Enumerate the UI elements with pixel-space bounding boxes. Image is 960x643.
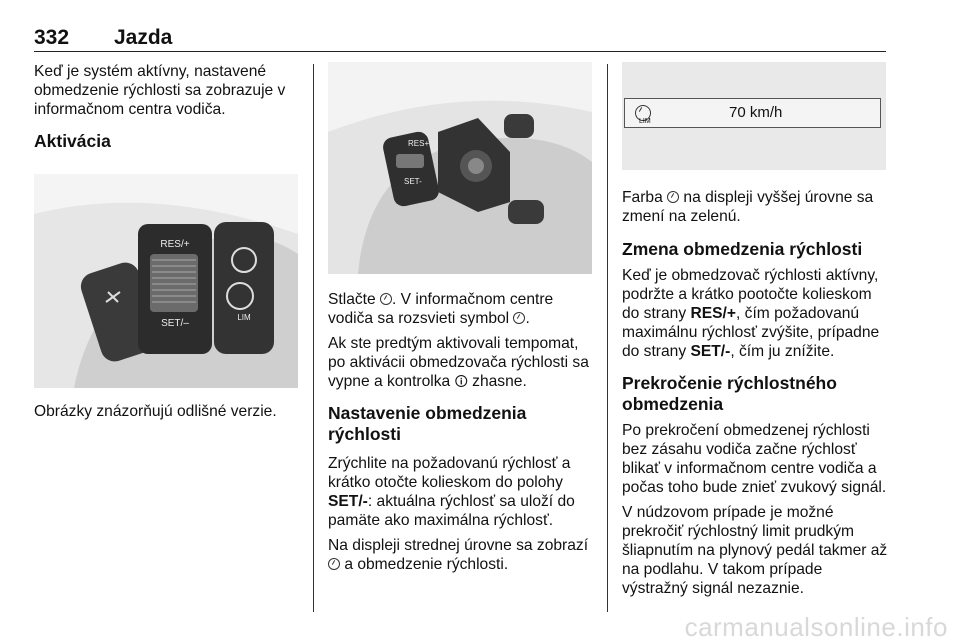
- watermark: carmanualsonline.info: [684, 612, 948, 642]
- header-divider: [34, 51, 886, 52]
- column-1: [34, 62, 300, 421]
- figure-caption: Obrázky znázorňujú odlišné verzie.: [34, 403, 277, 420]
- intro-paragraph: Keď je systém aktívny, nastavené obmedzenie rýchlosti sa zobrazuje v informačnom centra vodiča.: [34, 63, 286, 118]
- paragraph-color-change: Farba na displeji vyššej úrovne sa zmení na zelenú.: [622, 189, 874, 225]
- column-2: [328, 62, 592, 574]
- steering-wheel-controls-figure: [34, 174, 298, 388]
- speed-limiter-icon: [513, 312, 525, 324]
- lim-label: LIM: [237, 313, 251, 322]
- res-plus-label: RES/+: [160, 239, 190, 250]
- steering-switch-illustration-2: [328, 62, 592, 274]
- column-3: [622, 62, 888, 598]
- column-divider-2: [607, 64, 608, 612]
- speed-limiter-icon: [667, 191, 679, 203]
- paragraph-accelerate: Zrýchlite na požadovanú rýchlosť a krátko otočte kolieskom do polohy SET/-: aktuálna rýchlosť sa uloží do pamäte ako maximálna rýchlosť.: [328, 455, 575, 529]
- paragraph-cruise-control: Ak ste predtým aktivovali tempomat, po aktivácii obmedzovača rýchlosti sa vypne a kontrolka 🛈 zhasne.: [328, 335, 589, 390]
- paragraph-exceeding: Po prekročení obmedzenej rýchlosti bez zásahu vodiča začne rýchlosť blikať v informačnom centre vodiča a počas toho bude znieť zvukový signál.: [622, 422, 887, 496]
- page-header: [34, 26, 886, 50]
- cruise-control-icon: 🛈: [454, 374, 468, 389]
- section-heading-change-limit: Zmena obmedzenia rýchlosti: [622, 239, 863, 259]
- paragraph-display: Na displeji strednej úrovne sa zobrazí a obmedzenie rýchlosti.: [328, 537, 589, 573]
- set-label-2: SET-: [404, 177, 422, 186]
- section-heading-exceeding: Prekročenie rýchlostného obmedzenia: [622, 373, 837, 414]
- column-divider-1: [313, 64, 314, 612]
- paragraph-change-limit: Keď je obmedzovač rýchlosti aktívny, podržte a krátko pootočte kolieskom do strany RES/+, čím požadovanú maximálnu rýchlosť zvýšite, prípadne do strany SET/-, čím ju znížite.: [622, 267, 880, 360]
- steering-switch-illustration: [34, 174, 298, 388]
- set-minus-label: SET/–: [161, 318, 189, 329]
- display-lim-label: LIM: [639, 118, 651, 125]
- speed-limiter-icon: [380, 293, 392, 305]
- display-panel: [624, 98, 881, 128]
- section-heading-activation: Aktivácia: [34, 131, 111, 151]
- res-label-2: RES+: [408, 139, 430, 148]
- paragraph-press-button: Stlačte . V informačnom centre vodiča sa rozsvieti symbol .: [328, 291, 554, 327]
- paragraph-emergency: V núdzovom prípade je možné prekročiť rýchlostný limit prudkým šliapnutím na plynový pedál takmer až na podlahu. V takom prípade výstražný signál nezaznie.: [622, 504, 888, 597]
- display-speed-value: 70 km/h: [729, 104, 783, 121]
- steering-wheel-figure-2: [328, 62, 592, 274]
- page-number: 332: [34, 26, 70, 49]
- section-heading-setting-limit: Nastavenie obmedzenia rýchlosti: [328, 403, 527, 444]
- chapter-title: Jazda: [114, 26, 173, 49]
- driver-info-display-figure: [622, 62, 886, 170]
- speed-limiter-icon: [328, 558, 340, 570]
